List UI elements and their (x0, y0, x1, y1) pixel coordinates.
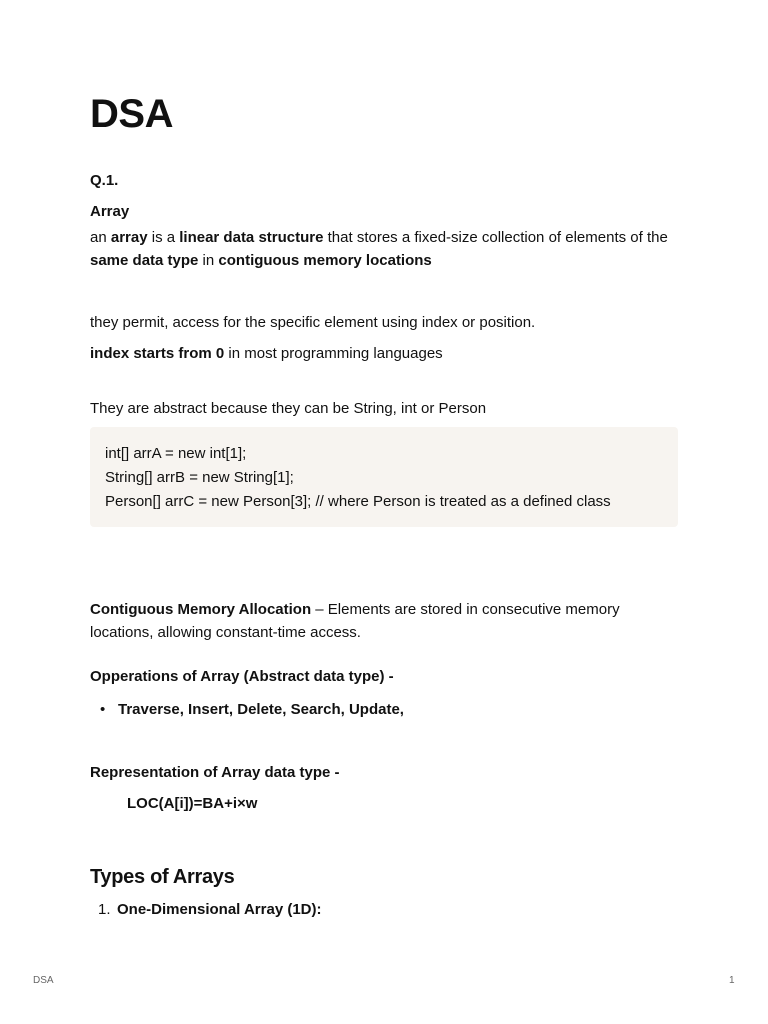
list-item-label: One-Dimensional Array (1D): (117, 901, 322, 918)
definition-bold-contiguous: contiguous memory locations (218, 252, 432, 269)
code-block (90, 427, 678, 527)
bullet-icon: • (100, 701, 106, 718)
permit-paragraph: they permit, access for the specific element using index or position. (90, 314, 536, 331)
address-formula: LOC(A[i])=BA+i×w (127, 795, 258, 812)
abstract-paragraph: They are abstract because they can be String, int or Person (90, 400, 487, 417)
array-heading: Array (90, 203, 130, 220)
definition-bold-same-type: same data type (90, 252, 199, 269)
list-item: Traverse, Insert, Delete, Search, Update, (118, 701, 404, 718)
definition-bold-array: array (110, 229, 148, 246)
code-line: int[] arrA = new int[1]; (105, 445, 247, 462)
question-label: Q.1. (90, 172, 119, 189)
contiguous-paragraph (90, 598, 680, 644)
code-line: String[] arrB = new String[1]; (105, 469, 294, 486)
contiguous-bold: Contiguous Memory Allocation (90, 601, 312, 618)
operations-heading: Opperations of Array (Abstract data type) - (90, 668, 394, 685)
definition-text: in (198, 252, 219, 269)
definition-text: an (90, 229, 111, 246)
page-title: DSA (90, 92, 173, 136)
definition-text: is a (147, 229, 180, 246)
page-number: 1 (729, 975, 735, 986)
types-heading: Types of Arrays (90, 866, 235, 888)
representation-heading: Representation of Array data type - (90, 764, 340, 781)
code-line: Person[] arrC = new Person[3]; // where Person is treated as a defined class (105, 493, 611, 510)
contiguous-rest: – Elements are stored in consecutive memory locations, allowing constant-time access. (90, 601, 620, 641)
array-definition (90, 226, 680, 272)
index-rest: in most programming languages (224, 345, 443, 362)
list-number: 1. (98, 901, 111, 918)
footer-title: DSA (33, 975, 54, 986)
index-bold: index starts from 0 (90, 345, 225, 362)
definition-text: that stores a fixed-size collection of elements of the (323, 229, 668, 246)
index-paragraph (90, 342, 443, 365)
definition-bold-linear: linear data structure (179, 229, 324, 246)
